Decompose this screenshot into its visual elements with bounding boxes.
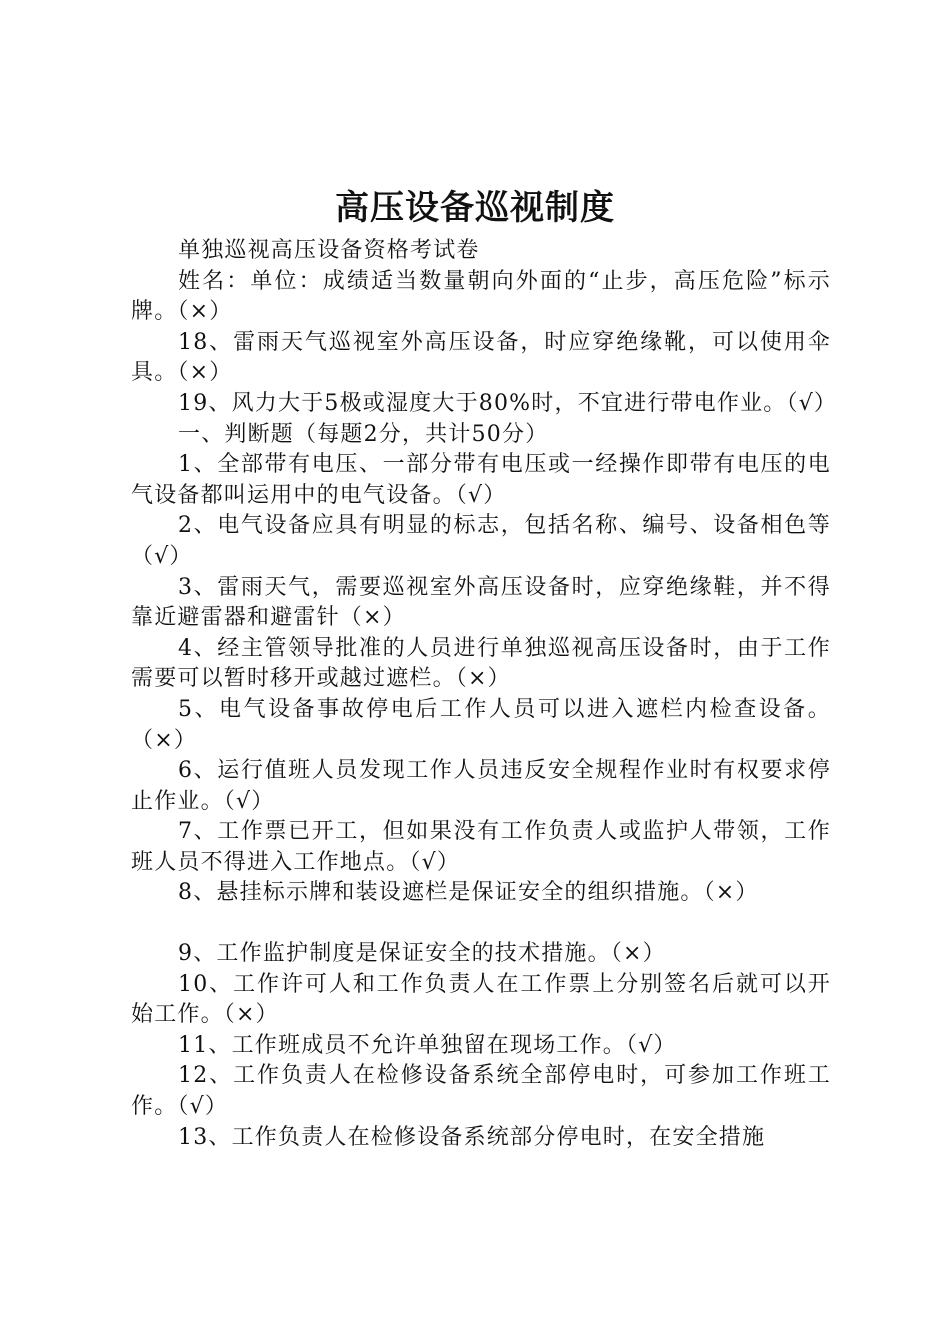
question-item: 8、悬挂标示牌和装设遮栏是保证安全的组织措施。（×） xyxy=(178,880,759,906)
question-item: 7、工作票已开工，但如果没有工作负责人或监护人带领，工作班人员不得进入工作地点。（√） xyxy=(131,819,831,875)
question-item: 12、工作负责人在检修设备系统全部停电时，可参加工作班工作。（√） xyxy=(131,1063,831,1120)
question-item: 13、工作负责人在检修设备系统部分停电时，在安全措施 xyxy=(178,1124,766,1150)
question-item: 10、工作许可人和工作负责人在工作票上分别签名后就可以开始工作。（×） xyxy=(131,971,831,1028)
question-item: 18、雷雨天气巡视室外高压设备，时应穿绝缘靴，可以使用伞具。（×） xyxy=(131,329,831,386)
question-item: 6、运行值班人员发现工作人员违反安全规程作业时有权要求停止作业。（√） xyxy=(131,758,831,814)
question-item: 9、工作监护制度是保证安全的技术措施。（×） xyxy=(178,941,666,967)
paragraph: 姓名：单位：成绩适当数量朝向外面的“止步，高压危险”标示牌。（×） xyxy=(131,268,831,325)
question-item: 1、全部带有电压、一部分带有电压或一经操作即带有电压的电气设备都叫运用中的电气设备。（√） xyxy=(131,452,831,508)
question-item: 11、工作班成员不允许单独留在现场工作。（√） xyxy=(178,1032,677,1058)
question-item: 3、雷雨天气，需要巡视室外高压设备时，应穿绝缘鞋，并不得靠近避雷器和避雷针（×） xyxy=(131,574,831,631)
section-heading: 一、判断题（每题2分，共计50分） xyxy=(178,421,549,447)
document-body xyxy=(131,236,838,1153)
question-item: 19、风力大于5极或湿度大于80%时，不宜进行带电作业。（√） xyxy=(178,390,838,416)
question-item: 5、电气设备事故停电后工作人员可以进入遮栏内检查设备。（×） xyxy=(131,696,831,753)
question-item: 2、电气设备应具有明显的标志，包括名称、编号、设备相色等（√） xyxy=(131,513,831,569)
exam-subtitle: 单独巡视高压设备资格考试卷 xyxy=(178,238,480,263)
question-item: 4、经主管领导批准的人员进行单独巡视高压设备时，由于工作需要可以暂时移开或越过遮栏。（×） xyxy=(131,635,831,692)
document-title: 高压设备巡视制度 xyxy=(335,188,615,228)
